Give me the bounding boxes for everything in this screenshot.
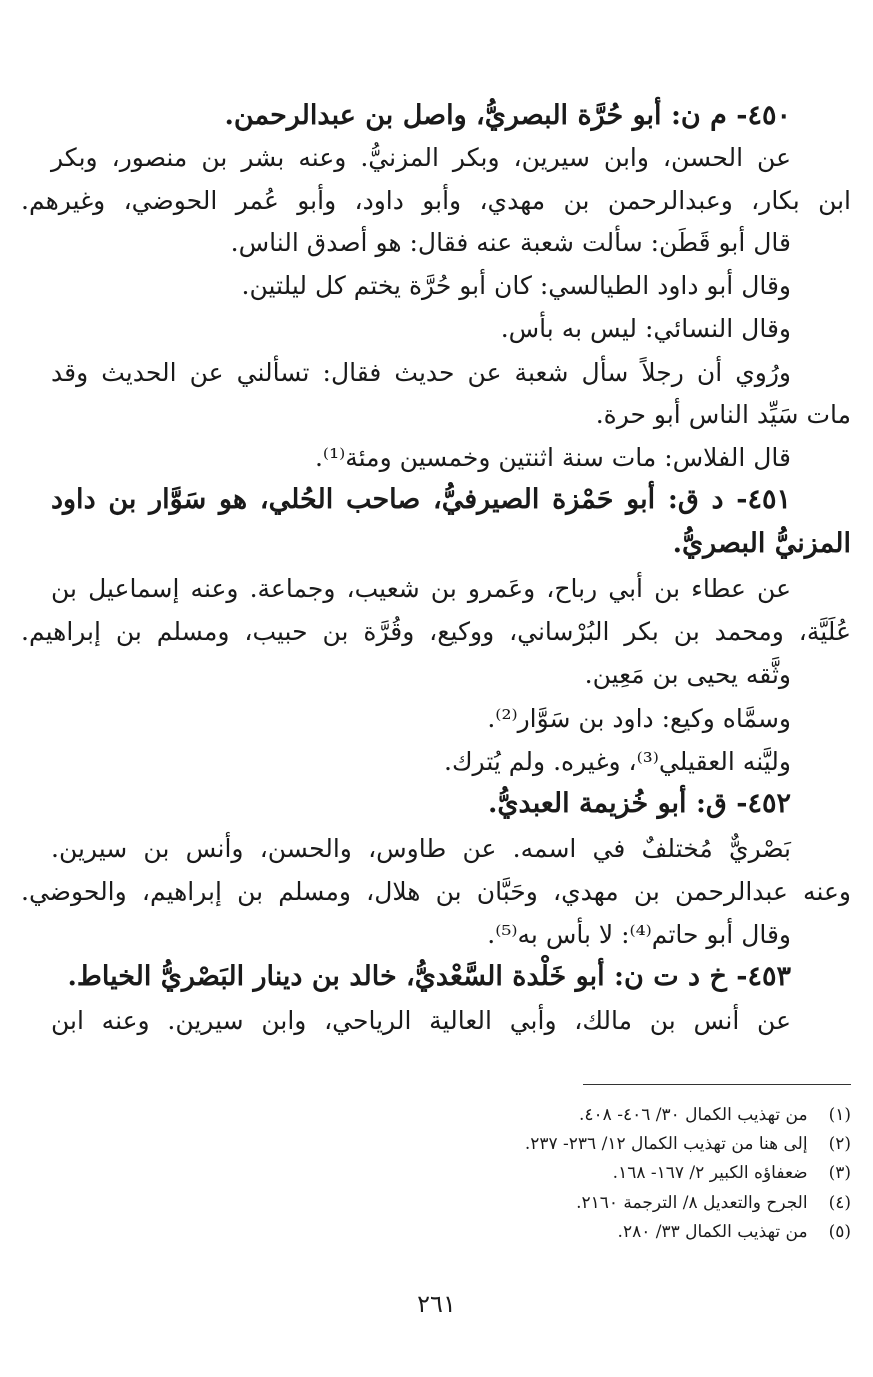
text-line: وعنه عبدالرحمن بن مهدي، وحَبَّان بن هلال، ومسلم بن إبراهيم، والحوضي. bbox=[21, 877, 851, 906]
footnote-1 bbox=[579, 1102, 851, 1128]
footnote-text: من تهذيب الكمال ٣٣/ ٢٨٠. bbox=[617, 1222, 808, 1242]
text-line: وسمَّاه وكيع: داود بن سَوَّار⁽²⁾. bbox=[487, 704, 791, 733]
footnote-text: من تهذيب الكمال ٣٠/ ٤٠٦- ٤٠٨. bbox=[578, 1105, 808, 1125]
entry-453-heading: ٤٥٣- خ د ت ن: أبو خَلْدة السَّعْديُّ، خالد بن دينار البَصْريُّ الخياط. bbox=[67, 961, 791, 992]
entry-451-heading-cont: المزنيُّ البصريُّ. bbox=[672, 528, 851, 559]
text-line: وليَّنه العقيلي⁽³⁾، وغيره. ولم يُترك. bbox=[444, 747, 791, 776]
footnote-5 bbox=[618, 1219, 851, 1245]
footnote-number: (٥) bbox=[828, 1222, 851, 1242]
text-line: وثَّقه يحيى بن مَعِين. bbox=[584, 660, 791, 689]
text-line: قال الفلاس: مات سنة اثنتين وخمسين ومئة⁽¹⁾. bbox=[314, 443, 791, 472]
text-line: مات سَيِّد الناس أبو حرة. bbox=[595, 400, 851, 429]
text-line: عن عطاء بن أبي رباح، وعَمرو بن شعيب، وجماعة. وعنه إسماعيل بن bbox=[51, 574, 791, 603]
footnote-text: ضعفاؤه الكبير ٢/ ١٦٧- ١٦٨. bbox=[612, 1163, 808, 1183]
footnote-separator bbox=[583, 1084, 851, 1085]
text-line: ابن بكار، وعبدالرحمن بن مهدي، وأبو داود، وأبو عُمر الحوضي، وغيرهم. bbox=[21, 186, 851, 215]
text-line: عن الحسن، وابن سيرين، وبكر المزنيُّ. وعنه بشر بن منصور، وبكر bbox=[51, 143, 791, 172]
text-line: ورُوي أن رجلاً سأل شعبة عن حديث فقال: تسألني عن الحديث وقد bbox=[51, 358, 791, 387]
text-line: عن أنس بن مالك، وأبي العالية الرياحي، وابن سيرين. وعنه ابن bbox=[51, 1006, 791, 1035]
entry-450-heading: ٤٥٠- م ن: أبو حُرَّة البصريُّ، واصل بن عبدالرحمن. bbox=[224, 100, 791, 131]
entry-451-heading: ٤٥١- د ق: أبو حَمْزة الصيرفيُّ، صاحب الحُلي، هو سَوَّار بن داود bbox=[51, 484, 791, 515]
text-line: وقال النسائي: ليس به بأس. bbox=[500, 314, 791, 343]
footnote-number: (٤) bbox=[828, 1193, 851, 1213]
page-number: ٢٦١ bbox=[417, 1290, 456, 1318]
footnote-number: (٢) bbox=[828, 1134, 851, 1154]
footnote-text: الجرح والتعديل ٨/ الترجمة ٢١٦٠. bbox=[576, 1193, 808, 1213]
footnote-number: (٣) bbox=[828, 1163, 851, 1183]
entry-452-heading: ٤٥٢- ق: أبو خُزيمة العبديُّ. bbox=[488, 788, 791, 819]
footnote-3 bbox=[613, 1160, 851, 1186]
text-line: وقال أبو داود الطيالسي: كان أبو حُرَّة يختم كل ليلتين. bbox=[241, 271, 791, 300]
footnote-text: إلى هنا من تهذيب الكمال ١٢/ ٢٣٦- ٢٣٧. bbox=[524, 1134, 808, 1154]
text-line: بَصْريٌّ مُختلفٌ في اسمه. عن طاوس، والحسن، وأنس بن سيرين. bbox=[51, 834, 791, 863]
text-line: عُلَيَّة، ومحمد بن بكر البُرْساني، ووكيع، وقُرَّة بن حبيب، ومسلم بن إبراهيم. bbox=[21, 617, 851, 646]
footnote-4 bbox=[576, 1190, 851, 1216]
footnote-number: (١) bbox=[828, 1105, 851, 1125]
text-line: وقال أبو حاتم⁽⁴⁾: لا بأس به⁽⁵⁾. bbox=[487, 920, 791, 949]
footnote-2 bbox=[525, 1131, 851, 1157]
text-line: قال أبو قَطَن: سألت شعبة عنه فقال: هو أصدق الناس. bbox=[230, 228, 791, 257]
